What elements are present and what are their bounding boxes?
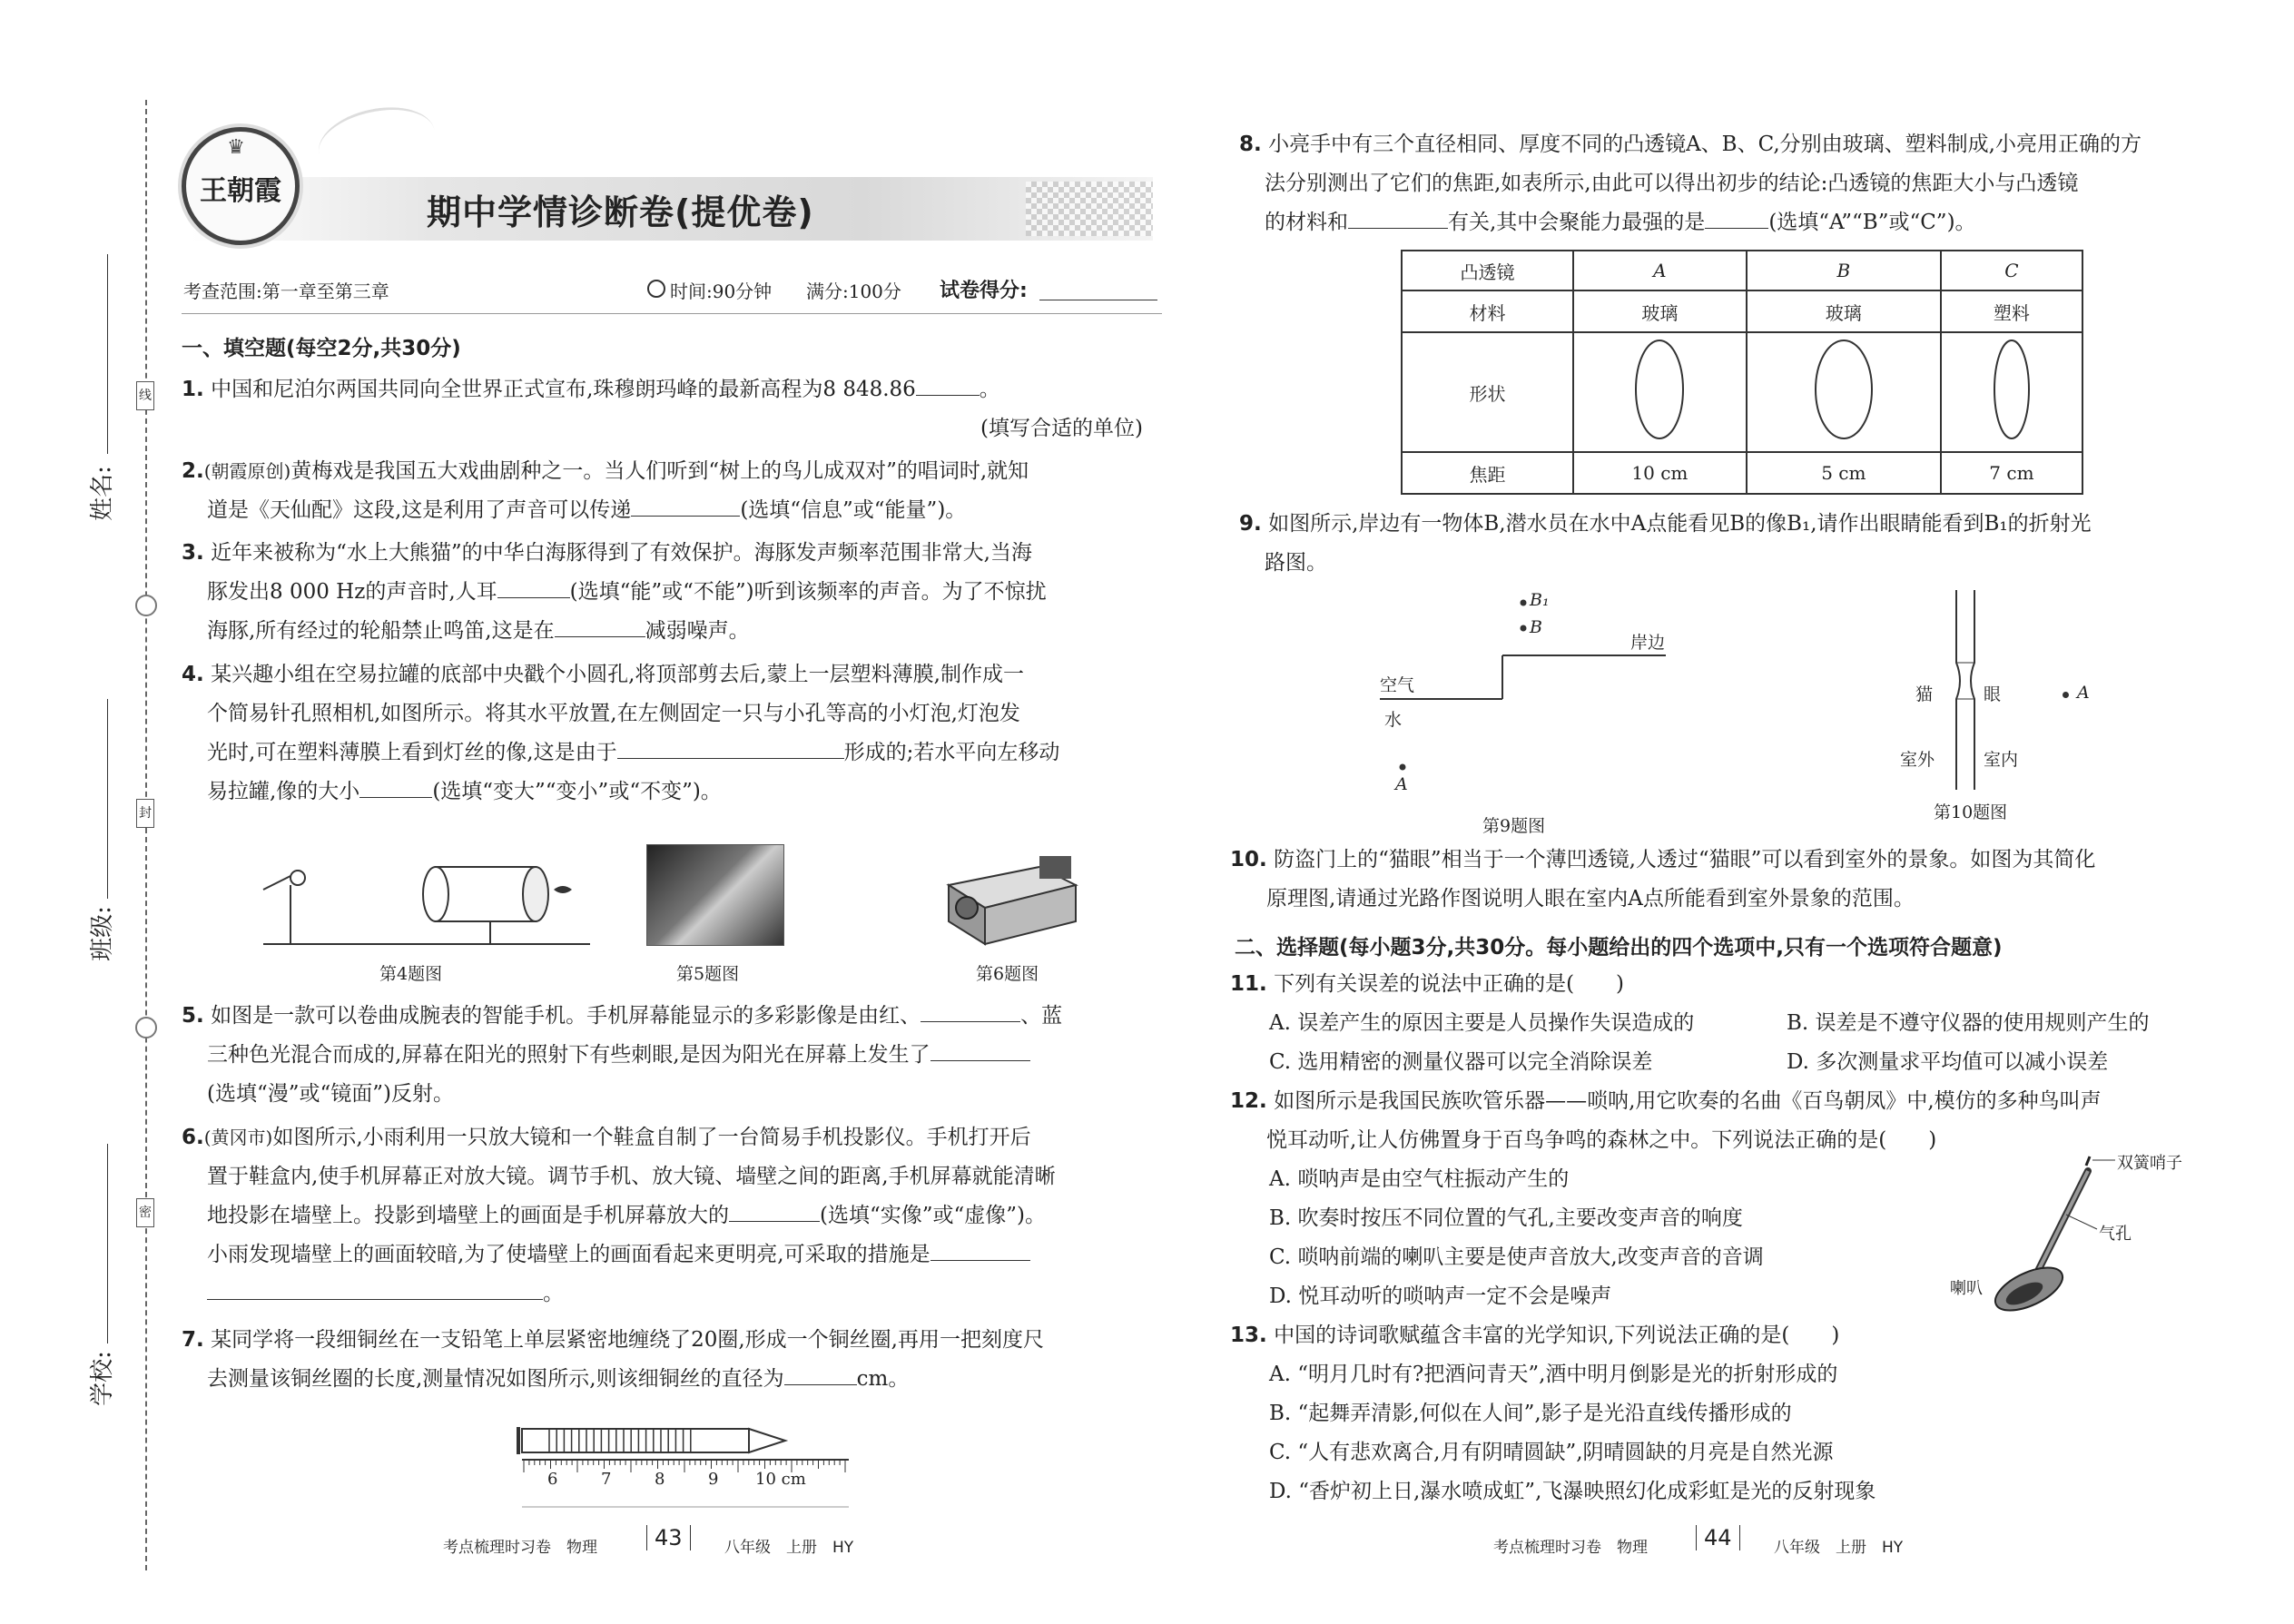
table-cell: 5 cm bbox=[1747, 452, 1941, 494]
class-label: 班级: bbox=[88, 906, 116, 961]
ruler-tick-label: 6 bbox=[547, 1470, 558, 1489]
q5-line2: 三种色光混合而成的,屏幕在阳光的照射下有些刺眼,是因为阳光在屏幕上发生了 bbox=[207, 1043, 930, 1067]
q2-tag: (朝霞原创) bbox=[203, 460, 291, 482]
fig10-eye-label: 眼 bbox=[1984, 684, 2002, 704]
q6-line2: 置于鞋盒内,使手机屏幕正对放大镜。调节手机、放大镜、墙壁之间的距离,手机屏幕就能清晰 bbox=[207, 1165, 1056, 1188]
fig9-shore-label: 岸边 bbox=[1630, 633, 1666, 653]
q1-text: 中国和尼泊尔两国共同向全世界正式宣布,珠穆朗玛峰的最新高程为8 848.86 bbox=[211, 378, 916, 401]
figure-5-phone-photo bbox=[646, 844, 784, 946]
table-row bbox=[1402, 332, 2082, 452]
question-6 bbox=[182, 1118, 1171, 1314]
q12-line2: 悦耳动听,让人仿佛置身于百鸟争鸣的森林之中。下列说法正确的是( ) bbox=[1266, 1128, 1937, 1152]
fig9-b-label: B bbox=[1530, 617, 1542, 637]
question-2 bbox=[182, 452, 1171, 530]
q5-number: 5. bbox=[182, 1004, 204, 1028]
score-label: 试卷得分: bbox=[940, 280, 1028, 302]
ribbon-decoration bbox=[312, 97, 441, 186]
q7-line2b: cm。 bbox=[856, 1367, 910, 1391]
q8-line3c: (选填“A”“B”或“C”)。 bbox=[1768, 211, 1976, 234]
suona-bell-label: 喇叭 bbox=[1950, 1279, 1983, 1298]
logo-crown-icon: ♛ bbox=[227, 136, 245, 159]
table-row bbox=[1402, 290, 2082, 332]
ruler-tick-label: 7 bbox=[601, 1470, 612, 1489]
question-4 bbox=[182, 655, 1171, 812]
q4-line1: 某兴趣小组在空易拉罐的底部中央戳个小圆孔,将顶部剪去后,蒙上一层塑料薄膜,制作成一 bbox=[211, 663, 1024, 686]
question-3 bbox=[182, 534, 1171, 651]
table-cell: 玻璃 bbox=[1747, 290, 1941, 332]
class-field-line[interactable] bbox=[107, 699, 108, 899]
name-label: 姓名: bbox=[88, 466, 116, 521]
footer-right-grade: 八年级 上册 HY bbox=[1774, 1539, 1904, 1557]
table-cell: B bbox=[1747, 251, 1941, 290]
q10-line2: 原理图,请通过光路作图说明人眼在室内A点所能看到室外景象的范围。 bbox=[1266, 887, 1915, 910]
suona-hole-label: 气孔 bbox=[2099, 1225, 2132, 1244]
footer-right-page-number: 44 bbox=[1696, 1525, 1740, 1550]
q8-line1: 小亮手中有三个直径相同、厚度不同的凸透镜A、B、C,分别由玻璃、塑料制成,小亮用正确的方 bbox=[1268, 133, 2141, 156]
q3-line1: 近年来被称为“水上大熊猫”的中华白海豚得到了有效保护。海豚发声频率范围非常大,当海 bbox=[211, 541, 1032, 565]
q6-line4: 小雨发现墙壁上的画面较暗,为了使墙壁上的画面看起来更明亮,可采取的措施是 bbox=[207, 1243, 930, 1266]
q12-option-d[interactable]: D. 悦耳动听的唢呐声一定不会是噪声 bbox=[1269, 1284, 1612, 1308]
figure-4-caption: 第4题图 bbox=[379, 964, 443, 984]
fig9-water-label: 水 bbox=[1384, 710, 1403, 730]
q8-blank-1[interactable] bbox=[1348, 206, 1448, 229]
q13-option-a[interactable]: A. “明月几时有?把酒问青天”,酒中明月倒影是光的折射形成的 bbox=[1269, 1363, 1838, 1386]
fig10-a-label: A bbox=[2077, 683, 2090, 703]
q4-number: 4. bbox=[182, 663, 204, 686]
question-11 bbox=[1230, 965, 2238, 1004]
q2-number: 2. bbox=[182, 459, 204, 483]
lens-a-shape bbox=[1573, 332, 1747, 452]
footer-right-series: 考点梳理时习卷 物理 bbox=[1493, 1539, 1648, 1557]
q12-option-a[interactable]: A. 唢呐声是由空气柱振动产生的 bbox=[1269, 1167, 1570, 1191]
footer-left-grade: 八年级 上册 HY bbox=[724, 1539, 854, 1557]
figure-9-caption: 第9题图 bbox=[1482, 816, 1546, 836]
fig10-cat-label: 猫 bbox=[1915, 684, 1934, 704]
q11-stem: 下列有关误差的说法中正确的是( ) bbox=[1274, 972, 1625, 996]
question-7 bbox=[182, 1321, 1171, 1399]
figure-5-caption: 第5题图 bbox=[676, 964, 740, 984]
footer-left-series: 考点梳理时习卷 物理 bbox=[443, 1539, 597, 1557]
table-cell: 形状 bbox=[1402, 332, 1573, 452]
school-label: 学校: bbox=[88, 1351, 116, 1406]
q8-blank-2[interactable] bbox=[1705, 206, 1768, 229]
q13-number: 13. bbox=[1230, 1324, 1267, 1347]
exam-time: 时间:90分钟 bbox=[670, 281, 773, 302]
table-cell: 玻璃 bbox=[1573, 290, 1747, 332]
q8-line2: 法分别测出了它们的焦距,如表所示,由此可以得出初步的结论:凸透镜的焦距大小与凸透镜 bbox=[1265, 172, 2079, 195]
q9-line2: 路图。 bbox=[1265, 551, 1327, 575]
table-cell: A bbox=[1573, 251, 1747, 290]
q6-number: 6. bbox=[182, 1126, 204, 1149]
question-5 bbox=[182, 997, 1171, 1114]
q4-line2: 个简易针孔照相机,如图所示。将其水平放置,在左侧固定一只与小孔等高的小灯泡,灯泡发 bbox=[207, 702, 1020, 725]
q5-line1a: 如图是一款可以卷曲成腕表的智能手机。手机屏幕能显示的多彩影像是由红、 bbox=[211, 1004, 921, 1028]
q4-line4b: (选填“变大”“变小”或“不变”)。 bbox=[432, 780, 722, 803]
q13-option-c[interactable]: C. “人有悲欢离合,月有阴晴圆缺”,阴晴圆缺的月亮是自然光源 bbox=[1269, 1441, 1834, 1464]
q1-blank[interactable] bbox=[916, 373, 980, 396]
fig9-a-label: A bbox=[1395, 774, 1408, 794]
ruler-tick-label: 8 bbox=[655, 1470, 665, 1489]
page-title: 期中学情诊断卷(提优卷) bbox=[427, 192, 814, 232]
q1-tail: 。 bbox=[979, 378, 1000, 401]
question-1 bbox=[182, 370, 1162, 409]
q5-blank-2[interactable] bbox=[930, 1038, 1030, 1061]
q6-line3a: 地投影在墙壁上。投影到墙壁上的画面是手机屏幕放大的 bbox=[207, 1204, 729, 1227]
q7-blank[interactable] bbox=[784, 1363, 857, 1385]
figure-10-caption: 第10题图 bbox=[1934, 802, 2008, 822]
question-13 bbox=[1230, 1316, 2238, 1355]
q12-option-c[interactable]: C. 唢呐前端的喇叭主要是使声音放大,改变声音的音调 bbox=[1269, 1245, 1764, 1269]
q3-blank-2[interactable] bbox=[555, 615, 645, 637]
q3-line3b: 减弱噪声。 bbox=[645, 619, 750, 643]
lens-b-shape bbox=[1747, 332, 1941, 452]
q2-line2a: 道是《天仙配》这段,这是利用了声音可以传递 bbox=[207, 498, 632, 522]
table-row bbox=[1402, 251, 2082, 290]
q4-blank-2[interactable] bbox=[359, 775, 432, 798]
table-cell: 7 cm bbox=[1941, 452, 2082, 494]
swirl-icon bbox=[135, 1017, 157, 1038]
ruler-tick-label: 10 cm bbox=[755, 1470, 806, 1489]
table-cell: 塑料 bbox=[1941, 290, 2082, 332]
q3-number: 3. bbox=[182, 541, 204, 565]
seal-line-char: 线 bbox=[136, 381, 154, 410]
q8-line3a: 的材料和 bbox=[1265, 211, 1348, 234]
figure-6-caption: 第6题图 bbox=[976, 964, 1039, 984]
q6-tag: (黄冈市) bbox=[203, 1127, 273, 1148]
q6-line5: 。 bbox=[543, 1282, 564, 1305]
q1-note: (填写合适的单位) bbox=[980, 417, 1143, 440]
q6-blank-2[interactable] bbox=[930, 1238, 1030, 1261]
q4-line4a: 易拉罐,像的大小 bbox=[207, 780, 360, 803]
section-fill-in-heading: 一、填空题(每空2分,共30分) bbox=[182, 337, 461, 360]
q2-blank[interactable] bbox=[631, 494, 740, 517]
footer-left-page-number: 43 bbox=[646, 1525, 691, 1550]
q8-number: 8. bbox=[1239, 133, 1262, 156]
name-field-line[interactable] bbox=[107, 254, 108, 454]
q11-option-a[interactable]: A. 误差产生的原因主要是人员操作失误造成的 bbox=[1269, 1011, 1695, 1035]
table-cell: 10 cm bbox=[1573, 452, 1747, 494]
table-cell: 焦距 bbox=[1402, 452, 1573, 494]
q11-option-c[interactable]: C. 选用精密的测量仪器可以完全消除误差 bbox=[1269, 1050, 1653, 1074]
ruler-tick-label: 9 bbox=[708, 1470, 719, 1489]
lens-c-shape bbox=[1941, 332, 2082, 452]
logo-text: 王朝霞 bbox=[200, 175, 281, 207]
figure-7-ruler-coil bbox=[513, 1423, 858, 1510]
q12-option-b[interactable]: B. 吹奏时按压不同位置的气孔,主要改变声音的响度 bbox=[1269, 1206, 1743, 1230]
q6-line3b: (选填“实像”或“虚像”)。 bbox=[820, 1204, 1046, 1227]
q10-line1: 防盗门上的“猫眼”相当于一个薄凹透镜,人透过“猫眼”可以看到室外的景象。如图为其简化 bbox=[1274, 848, 2096, 871]
q11-number: 11. bbox=[1230, 972, 1267, 996]
section-choice-heading: 二、选择题(每小题3分,共30分。每小题给出的四个选项中,只有一个选项符合题意) bbox=[1235, 936, 2003, 960]
q9-line1: 如图所示,岸边有一物体B,潜水员在水中A点能看见B的像B₁,请作出眼睛能看到B₁的折射光 bbox=[1268, 512, 2092, 536]
suona-reed-label: 双簧哨子 bbox=[2117, 1154, 2182, 1173]
q7-line1: 某同学将一段细铜丝在一支铅笔上单层紧密地缠绕了20圈,形成一个铜丝圈,再用一把刻度尺 bbox=[211, 1328, 1044, 1352]
table-cell: 凸透镜 bbox=[1402, 251, 1573, 290]
fig10-outdoor-label: 室外 bbox=[1900, 750, 1935, 770]
q4-line3b: 形成的;若水平向左移动 bbox=[843, 741, 1060, 764]
table-cell: 材料 bbox=[1402, 290, 1573, 332]
checker-pattern bbox=[1026, 182, 1153, 236]
binding-line bbox=[145, 100, 147, 1570]
q8-line3b: 有关,其中会聚能力最强的是 bbox=[1448, 211, 1706, 234]
table-row bbox=[1402, 452, 2082, 494]
q12-number: 12. bbox=[1230, 1089, 1267, 1113]
q4-line3a: 光时,可在塑料薄膜上看到灯丝的像,这是由于 bbox=[207, 741, 617, 764]
exam-full-score: 满分:100分 bbox=[806, 281, 901, 302]
q5-line1b: 、蓝 bbox=[1020, 1004, 1063, 1028]
question-12 bbox=[1230, 1082, 2238, 1160]
q11-option-d[interactable]: D. 多次测量求平均值可以减小误差 bbox=[1787, 1050, 2109, 1074]
q1-number: 1. bbox=[182, 378, 204, 401]
fig9-air-label: 空气 bbox=[1380, 675, 1415, 695]
q13-option-b[interactable]: B. “起舞弄清影,何似在人间”,影子是光沿直线传播形成的 bbox=[1269, 1402, 1792, 1425]
q9-number: 9. bbox=[1239, 512, 1262, 536]
q6-blank-1[interactable] bbox=[729, 1199, 820, 1222]
q13-stem: 中国的诗词歌赋蕴含丰富的光学知识,下列说法正确的是( ) bbox=[1274, 1324, 1840, 1347]
q2-line2b: (选填“信息”或“能量”)。 bbox=[740, 498, 967, 522]
q13-option-d[interactable]: D. “香炉初上日,瀑水喷成虹”,飞瀑映照幻化成彩虹是光的反射现象 bbox=[1269, 1480, 1876, 1503]
fig10-a-point bbox=[2063, 692, 2069, 698]
figure-6-projector bbox=[930, 849, 1094, 949]
lens-table bbox=[1401, 250, 2083, 495]
q6-blank-3[interactable] bbox=[207, 1277, 543, 1300]
seal-line-char: 封 bbox=[136, 799, 154, 828]
q3-line3a: 海豚,所有经过的轮船禁止鸣笛,这是在 bbox=[207, 619, 555, 643]
fig10-indoor-label: 室内 bbox=[1984, 750, 2019, 770]
q7-line2a: 去测量该铜丝圈的长度,测量情况如图所示,则该细铜丝的直径为 bbox=[207, 1367, 784, 1391]
q7-number: 7. bbox=[182, 1328, 204, 1352]
q5-line3: (选填“漫”或“镜面”)反射。 bbox=[207, 1082, 454, 1106]
q10-number: 10. bbox=[1230, 848, 1267, 871]
swirl-icon bbox=[135, 595, 157, 616]
q2-line1: 黄梅戏是我国五大戏曲剧种之一。当人们听到“树上的鸟儿成双对”的唱词时,就知 bbox=[290, 459, 1029, 483]
exam-scope: 考查范围:第一章至第三章 bbox=[183, 281, 389, 302]
seal-line-char: 密 bbox=[136, 1198, 154, 1227]
clock-icon bbox=[647, 280, 665, 298]
table-cell: C bbox=[1941, 251, 2082, 290]
q3-line2b: (选填“能”或“不能”)听到该频率的声音。为了不惊扰 bbox=[569, 580, 1047, 604]
q11-option-b[interactable]: B. 误差是不遵守仪器的使用规则产生的 bbox=[1787, 1011, 2150, 1035]
question-8 bbox=[1239, 125, 2238, 242]
q3-line2a: 豚发出8 000 Hz的声音时,人耳 bbox=[207, 580, 497, 604]
header-rule bbox=[182, 313, 1162, 314]
q3-blank-1[interactable] bbox=[497, 576, 570, 598]
q4-blank-1[interactable] bbox=[617, 736, 844, 759]
q6-line1: 如图所示,小雨利用一只放大镜和一个鞋盒自制了一台简易手机投影仪。手机打开后 bbox=[272, 1126, 1031, 1149]
q5-blank-1[interactable] bbox=[921, 999, 1020, 1022]
q12-line1: 如图所示是我国民族吹管乐器——唢呐,用它吹奏的名曲《百鸟朝凤》中,模仿的多种鸟叫声 bbox=[1274, 1089, 2102, 1113]
question-10 bbox=[1230, 841, 2238, 919]
school-field-line[interactable] bbox=[107, 1144, 108, 1343]
fig9-b1-label: B₁ bbox=[1530, 590, 1550, 610]
figure-9-shore-diagram bbox=[1371, 590, 1679, 799]
figure-4-pinhole-camera bbox=[245, 849, 599, 958]
question-9 bbox=[1239, 505, 2238, 583]
